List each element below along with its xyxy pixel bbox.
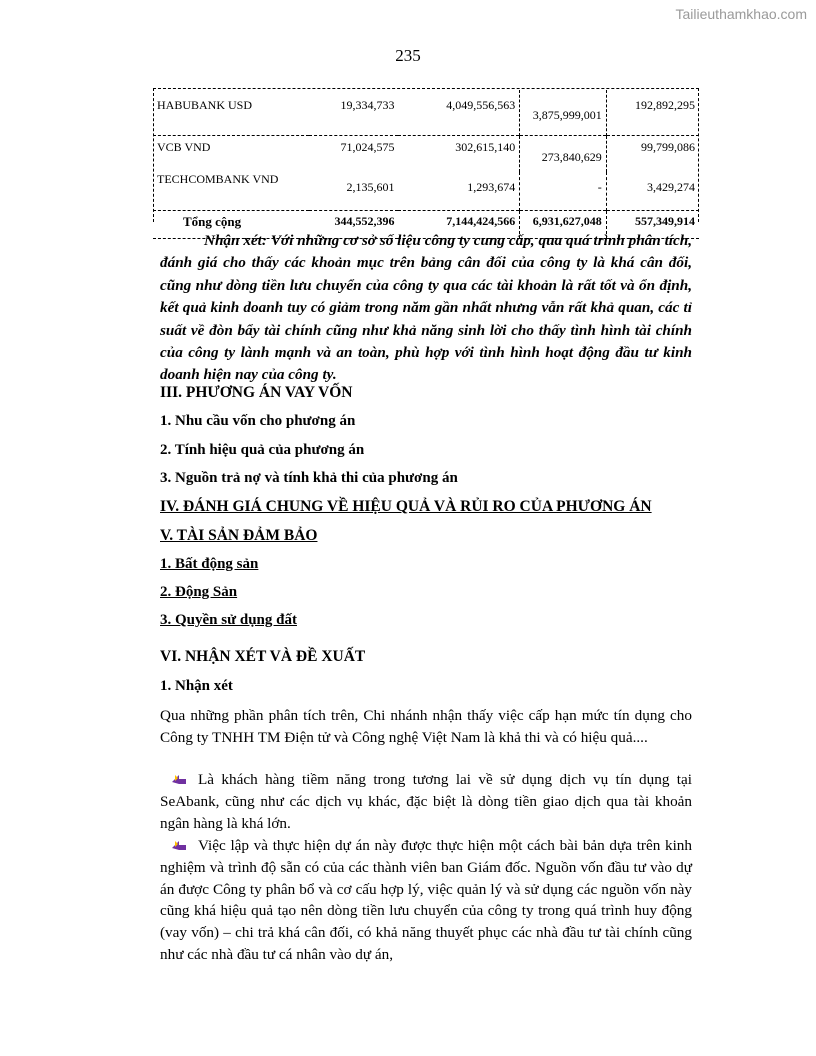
subheading: 1. Nhận xét [160, 678, 233, 694]
table-row [153, 90, 699, 136]
cell-value: 302,615,140 [398, 136, 519, 173]
cell-value: 99,799,086 [606, 136, 699, 173]
subheading: 1. Nhu cầu vốn cho phương án [160, 413, 356, 429]
bullet-item [160, 835, 692, 966]
row-label: VCB VND [153, 136, 309, 173]
cell-value: 3,875,999,001 [520, 90, 607, 136]
cell-value: 273,840,629 [520, 136, 607, 173]
cell-value: 1,293,674 [398, 172, 519, 211]
total-value: 6,931,627,048 [520, 211, 607, 239]
cell-value: 2,135,601 [346, 180, 395, 194]
bullet-arrow-icon [172, 773, 186, 785]
cell-value: 192,892,295 [635, 98, 695, 112]
bullet-item [160, 769, 692, 834]
cell-value: 19,334,733 [340, 98, 395, 112]
table-row [153, 172, 699, 211]
page-number: 235 [395, 46, 421, 65]
subheading: 3. Nguồn trả nợ và tính khả thi của phương án [160, 470, 458, 486]
section-heading-v: V. TÀI SẢN ĐẢM BẢO [160, 527, 318, 544]
bullet-arrow-icon [172, 839, 186, 851]
bullet-text: Là khách hàng tiềm năng trong tương lai về sử dụng dịch vụ tín dụng tại SeAbank, cũng như các dịch vụ khác, đặc biệt là dòng tiền giao dịch qua tài khoản ngân hàng là khá lớn. [160, 771, 692, 832]
cell-value: 71,024,575 [309, 136, 398, 173]
subheading: 2. Tính hiệu quả của phương án [160, 442, 365, 458]
total-value: 7,144,424,566 [398, 211, 519, 239]
row-label: HABUBANK USD [157, 98, 253, 112]
table-row [153, 136, 699, 173]
remark-paragraph: Nhận xét: Với những cơ sở số liệu công ty cung cấp, qua quá trình phân tích, đánh giá cho thấy các khoản mục trên bảng cân đối của công ty là khá cân đối, cũng như dòng tiền lưu chuyển của công ty qua các tài khoản là rất tốt và ổn định, kết quả kinh doanh tuy có giảm trong năm gần nhất nhưng vẫn rất khả quan, các tỉ suất về đòn bẩy tài chính cũng như khả năng sinh lời cho thấy tình hình tài chính của công ty lành mạnh và an toàn, phù hợp với tình hình hoạt động đầu tư kinh doanh hiện nay của công ty. [160, 232, 692, 384]
bank-balance-table [153, 90, 699, 239]
cell-value: - [520, 172, 607, 211]
subheading: 2. Động Sản [160, 584, 238, 600]
cell-value: 4,049,556,563 [398, 90, 519, 136]
total-label: Tổng cộng [153, 211, 309, 239]
section-heading-vi: VI. NHẬN XÉT VÀ ĐỀ XUẤT [160, 648, 366, 665]
watermark: Tailieuthamkhao.com [675, 6, 807, 22]
subheading: 1. Bất động sản [160, 556, 259, 572]
total-value: 344,552,396 [309, 211, 398, 239]
cell-value: 3,429,274 [647, 180, 695, 194]
section-heading-iv: IV. ĐÁNH GIÁ CHUNG VỀ HIỆU QUẢ VÀ RỦI RO CỦA PHƯƠNG ÁN [160, 498, 652, 515]
subheading: 3. Quyền sử dụng đất [160, 612, 297, 628]
row-label: TECHCOMBANK VND [157, 172, 279, 186]
total-value: 557,349,914 [606, 211, 699, 239]
section-heading-iii: III. PHƯƠNG ÁN VAY VỐN [160, 384, 353, 401]
bullet-text: Việc lập và thực hiện dự án này được thực hiện một cách bài bản dựa trên kinh nghiệm và trình độ sẵn có của các thành viên ban Giám đốc. Nguồn vốn đầu tư vào dự án được Công ty phân bổ và cơ cấu hợp lý, việc quản lý và sử dụng các nguồn vốn này cũng khá hiệu quả tạo nên dòng tiền lưu chuyển của công ty trong quá trình huy động (vay vốn) – chi trả khá cân đối, có khả năng thuyết phục các nhà đầu tư tài chính cũng như các nhà đầu tư cá nhân vào dự án, [160, 837, 692, 963]
body-paragraph: Qua những phần phân tích trên, Chi nhánh nhận thấy việc cấp hạn mức tín dụng cho Công ty TNHH TM Điện tử và Công nghệ Việt Nam là khả thi và có hiệu quả.... [160, 707, 692, 746]
